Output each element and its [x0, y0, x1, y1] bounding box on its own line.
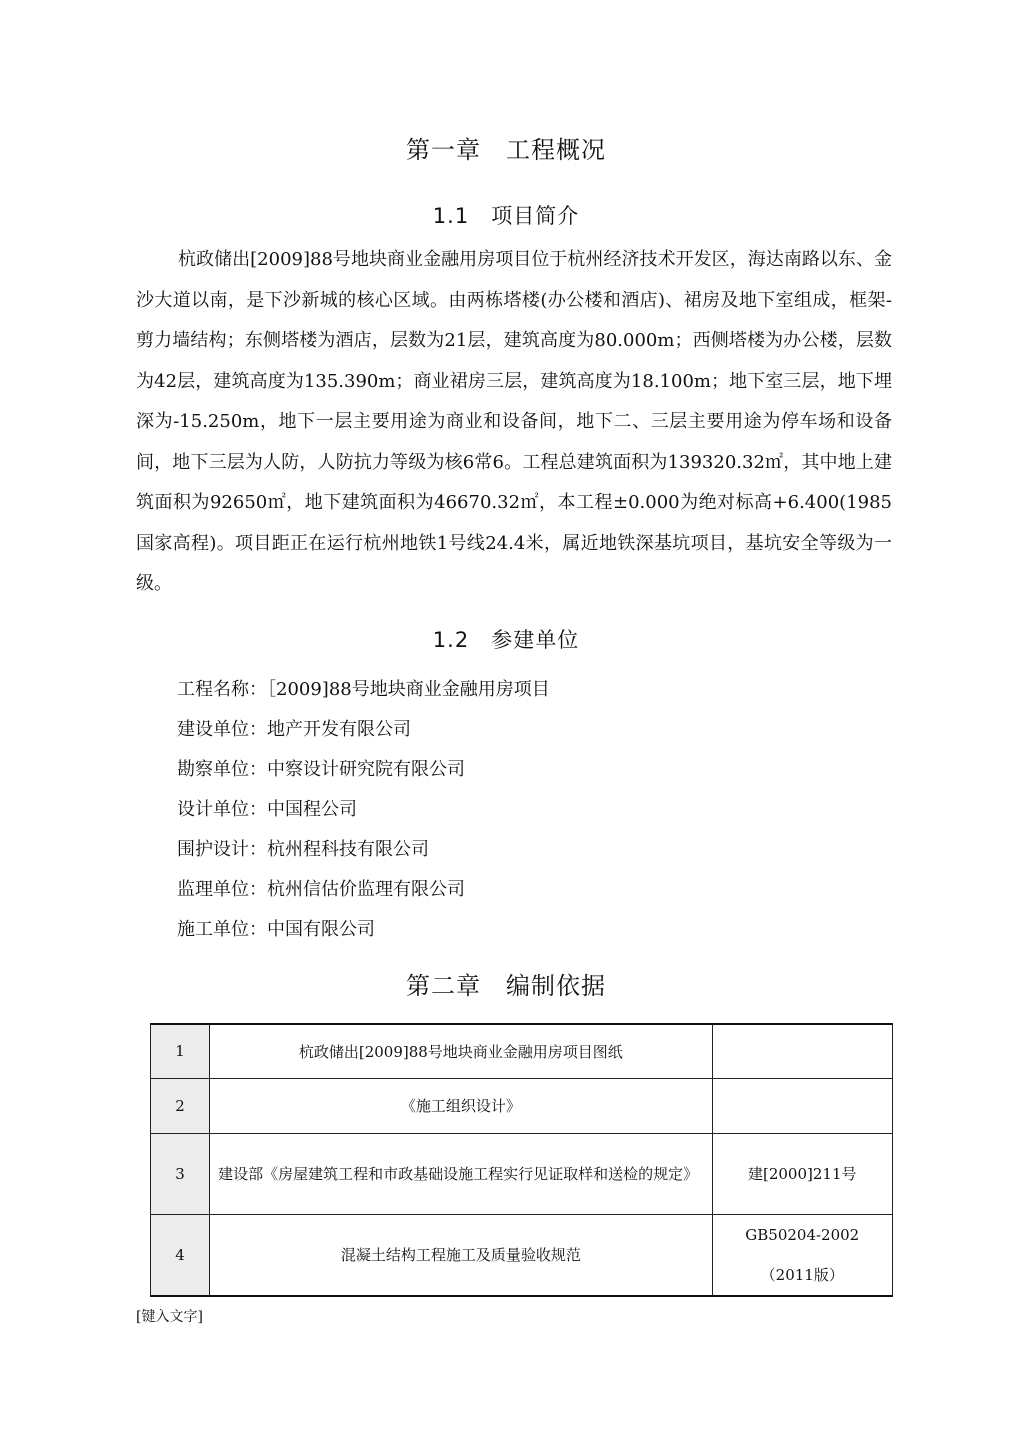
list-item-developer: 建设单位：地产开发有限公司	[177, 719, 411, 740]
table-row	[151, 1024, 893, 1078]
list-item-supervision: 监理单位：杭州信估价监理有限公司	[177, 879, 465, 900]
section-1-1-title: 1.1 项目简介	[432, 204, 580, 228]
row-title: 《施工组织设计》	[210, 1078, 712, 1133]
participants-list	[177, 670, 550, 950]
table-row	[151, 1133, 893, 1214]
row-code	[712, 1024, 893, 1078]
page-footer: [键入文字]	[136, 1309, 203, 1325]
list-item-survey: 勘察单位：中察设计研究院有限公司	[177, 759, 465, 780]
table-row	[151, 1214, 893, 1296]
row-title: 建设部《房屋建筑工程和市政基础设施工程实行见证取样和送检的规定》	[210, 1133, 712, 1214]
section-1-2-title: 1.2 参建单位	[432, 628, 580, 652]
project-intro-paragraph: 杭政储出[2009]88号地块商业金融用房项目位于杭州经济技术开发区，海达南路以东、金沙大道以南，是下沙新城的核心区域。由两栋塔楼(办公楼和酒店)、裙房及地下室组成，框架-剪力墙结构；东侧塔楼为酒店，层数为21层，建筑高度为80.000m；西侧塔楼为办公楼，层数为42层，建筑高度为135.390m；商业裙房三层，建筑高度为18.100m；地下室三层，地下埋深为-15.250m，地下一层主要用途为商业和设备间，地下二、三层主要用途为停车场和设备间，地下三层为人防，人防抗力等级为核6常6。工程总建筑面积为139320.32㎡，其中地上建筑面积为92650㎡，地下建筑面积为46670.32㎡，本工程±0.000为绝对标高+6.400(1985国家高程)。项目距正在运行杭州地铁1号线24.4米，属近地铁深基坑项目，基坑安全等级为一级。	[136, 249, 892, 594]
row-code	[712, 1078, 893, 1133]
row-number: 4	[151, 1214, 210, 1296]
row-title: 混凝土结构工程施工及质量验收规范	[210, 1214, 712, 1296]
basis-table	[150, 1023, 893, 1297]
row-number: 1	[151, 1024, 210, 1078]
table-row	[151, 1078, 893, 1133]
row-code	[712, 1214, 893, 1296]
row-code: 建[2000]211号	[712, 1133, 893, 1214]
row-title: 杭政储出[2009]88号地块商业金融用房项目图纸	[210, 1024, 712, 1078]
list-item-enclosure-design: 围护设计：杭州程科技有限公司	[177, 839, 429, 860]
row-number: 2	[151, 1078, 210, 1133]
row-number: 3	[151, 1133, 210, 1214]
list-item-construction: 施工单位：中国有限公司	[177, 919, 375, 940]
chapter-2-title: 第二章 编制依据	[406, 972, 606, 1000]
row-code-line-1: GB50204-2002	[745, 1225, 860, 1244]
list-item-design: 设计单位：中国程公司	[177, 799, 357, 820]
list-item-project-name: 工程名称：［2009]88号地块商业金融用房项目	[177, 679, 550, 700]
row-code-line-2: （2011版）	[760, 1265, 844, 1284]
chapter-1-title: 第一章 工程概况	[406, 136, 606, 164]
